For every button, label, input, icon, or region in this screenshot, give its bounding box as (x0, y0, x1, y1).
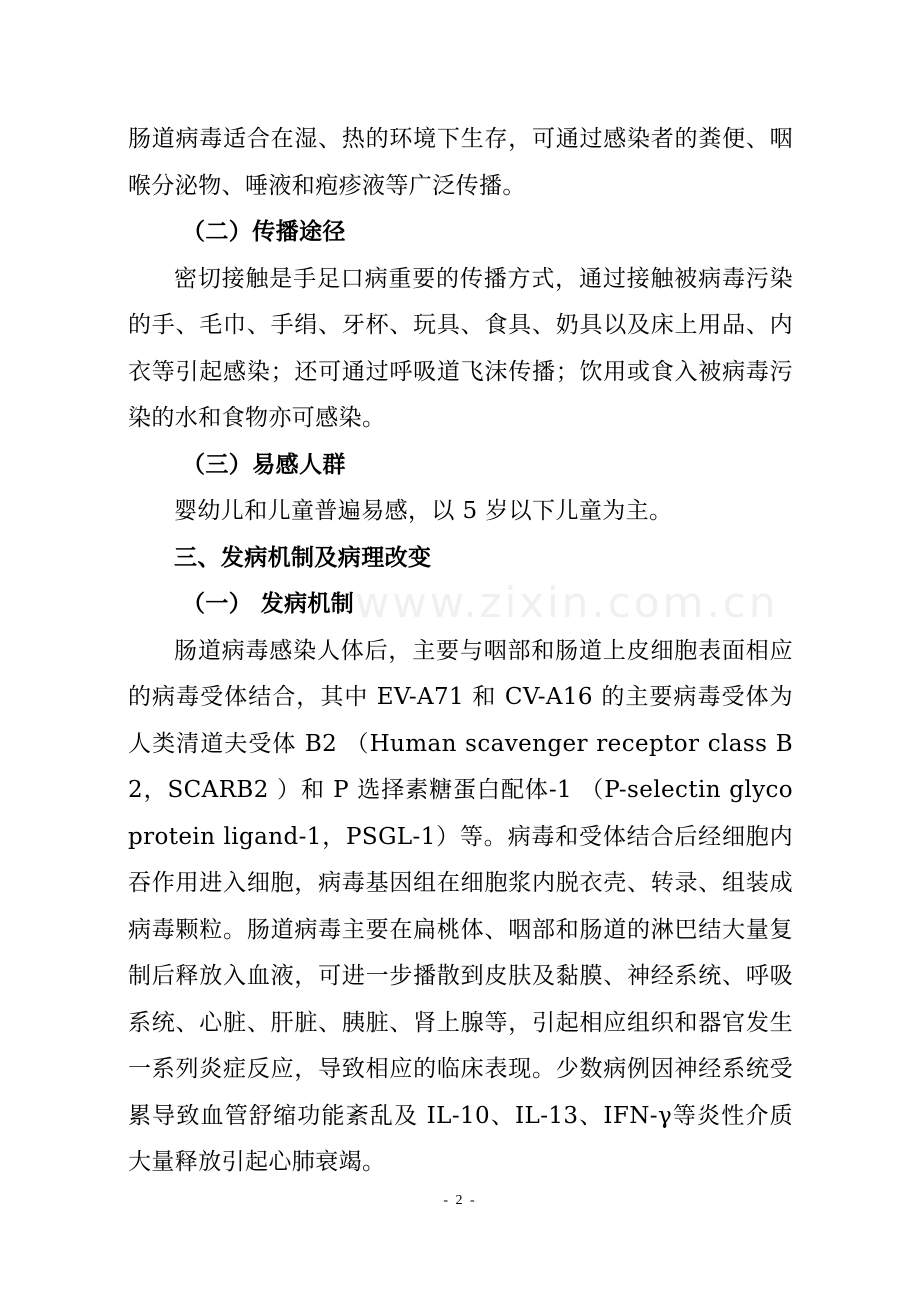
page-number: - 2 - (443, 1193, 477, 1208)
paragraph-pathogenesis: 肠道病毒感染人体后，主要与咽部和肠道上皮细胞表面相应的病毒受体结合，其中 EV-A71 和 CV-A16 的主要病毒受体为人类清道夫受体 B2 （Human scavenger receptor class B2，SCARB2 ）和 P 选择素糖蛋白配体-1 （P-selectin glycoprotein ligand-1，PSGL-1）等。病毒和受体结合后经细胞内吞作用进入细胞，病毒基因组在细胞浆内脱衣壳、转录、组装成病毒颗粒。肠道病毒主要在扁桃体、咽部和肠道的淋巴结大量复制后释放入血液，可进一步播散到皮肤及黏膜、神经系统、呼吸系统、心脏、肝脏、胰脏、肾上腺等，引起相应组织和器官发生一系列炎症反应，导致相应的临床表现。少数病例因神经系统受累导致血管舒缩功能紊乱及 IL-10、IL-13、IFN-γ等炎性介质大量释放引起心肺衰竭。 (128, 637, 793, 1175)
watermark: www.zixin.com.cn (355, 578, 779, 627)
document-body (128, 116, 793, 1186)
heading-transmission-route: （二）传播途径 (182, 219, 346, 245)
paragraph-transmission: 密切接触是手足口病重要的传播方式，通过接触被病毒污染的手、毛巾、手绢、牙杯、玩具、食具、奶具以及床上用品、内衣等引起感染；还可通过呼吸道飞沫传播；饮用或食入被病毒污染的水和食物亦可感染。 (128, 265, 793, 431)
paragraph-virus-survival: 肠道病毒适合在湿、热的环境下生存，可通过感染者的粪便、咽喉分泌物、唾液和疱疹液等广泛传播。 (128, 126, 793, 199)
heading-pathogenesis: （一） 发病机制 (182, 591, 355, 617)
heading-pathogenesis-section: 三、发病机制及病理改变 (174, 544, 432, 571)
heading-susceptible-population: （三）易感人群 (182, 451, 346, 478)
paragraph-susceptible: 婴幼儿和儿童普遍易感，以 5 岁以下儿童为主。 (174, 498, 673, 524)
